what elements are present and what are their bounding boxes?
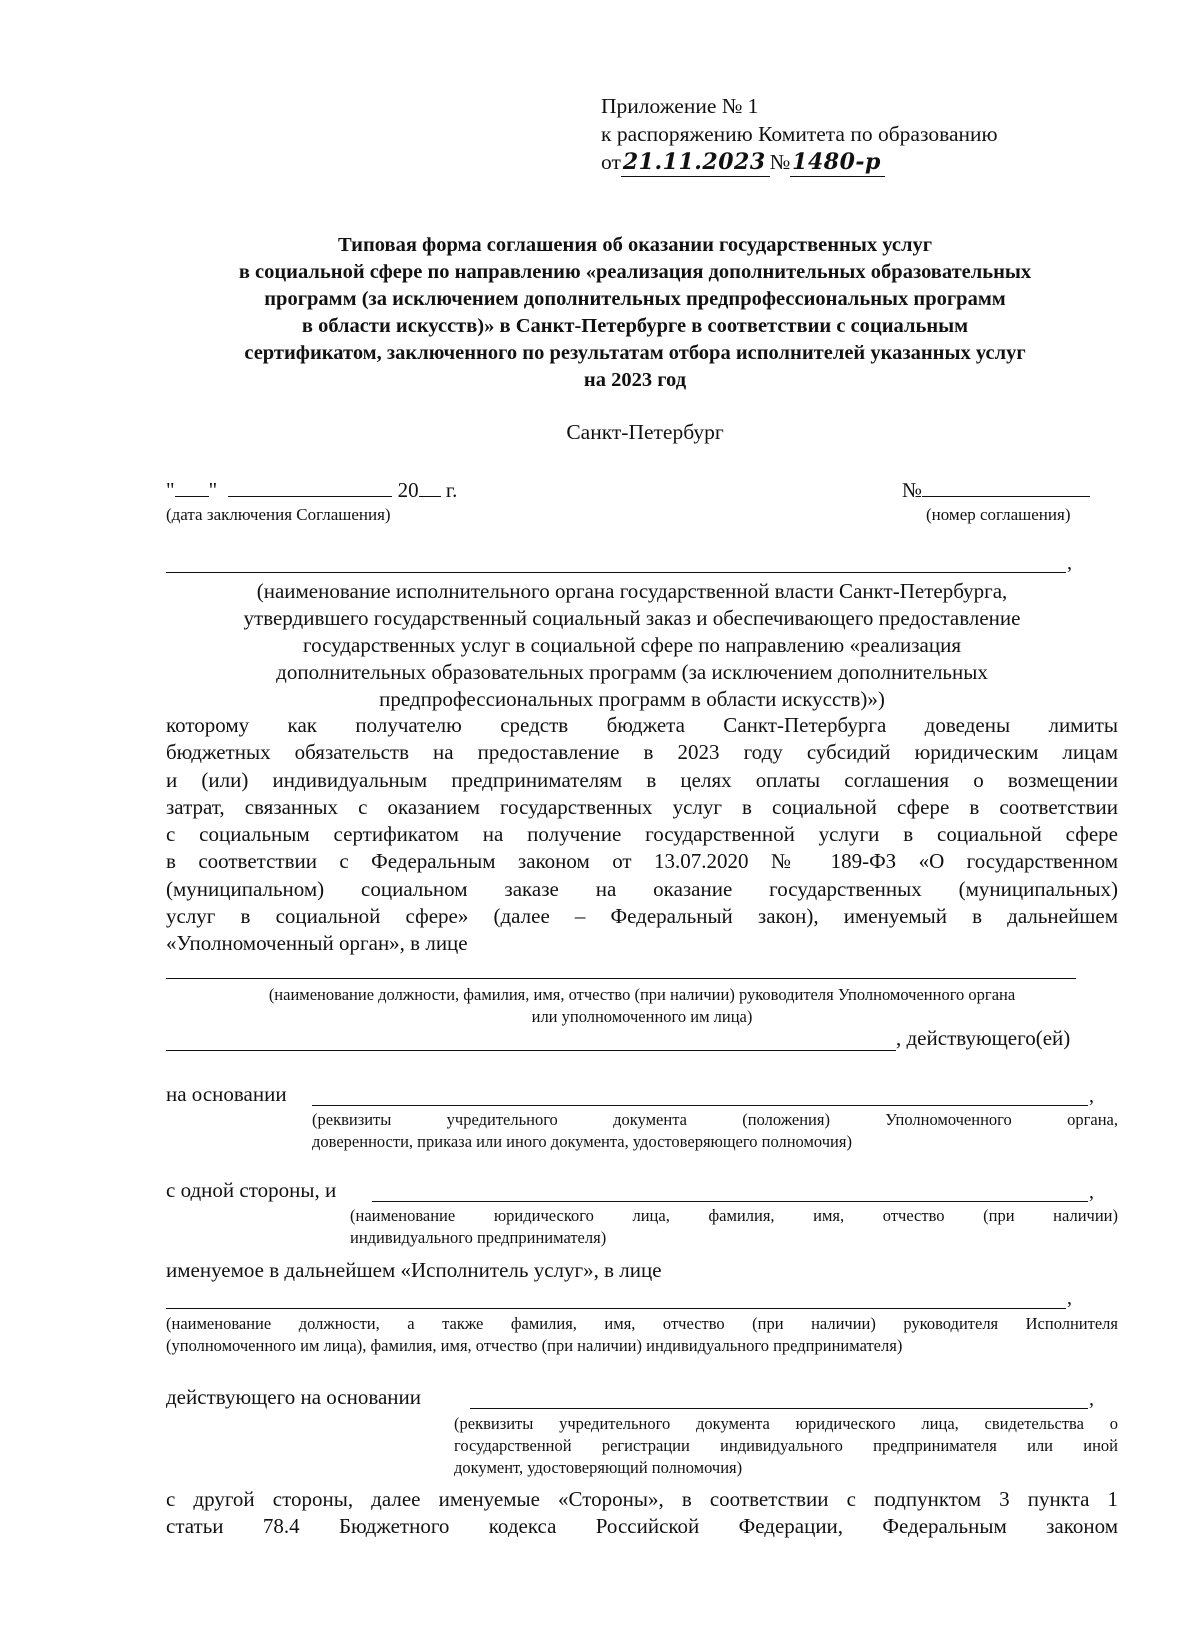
attachment-number: Приложение № 1 [601, 94, 759, 118]
caption-line: (реквизиты учредительного документа юридического лица, свидетельства о [454, 1414, 1118, 1433]
comma: , [1067, 1287, 1072, 1309]
number-caption: (номер соглашения) [926, 505, 1071, 524]
caption-line: (реквизиты учредительного документа (положения) Уполномоченного органа, [312, 1110, 1118, 1129]
comma: , [1089, 1181, 1094, 1203]
caption-line: (наименование исполнительного органа государственной власти Санкт-Петербурга, [256, 579, 1008, 603]
caption-line: дополнительных образовательных программ (за исключением дополнительных [276, 660, 988, 684]
year-blank [419, 478, 441, 497]
paragraph-line: и (или) индивидуальным предпринимателям в целях оплаты соглашения о возмещении [166, 767, 1118, 792]
handwritten-number: 1480-р [790, 148, 885, 177]
number-sign: № [769, 150, 791, 174]
number-blank [922, 478, 1090, 497]
number-field [902, 478, 1090, 503]
acting-label: , действующего(ей) [896, 1026, 1071, 1050]
basis-blank [312, 1105, 1088, 1106]
caption-line: (наименование должности, а также фамилия, имя, отчество (при наличии) руководителя Исполнителя [166, 1314, 1118, 1333]
executor-named: именуемое в дальнейшем «Исполнитель услуг», в лице [166, 1258, 662, 1282]
date-caption: (дата заключения Соглашения) [166, 505, 391, 524]
title-line: на 2023 год [583, 369, 687, 391]
year-prefix: 20 [397, 478, 419, 502]
one-side-label: с одной стороны, и [166, 1178, 337, 1202]
caption-line: индивидуального предпринимателя) [350, 1228, 607, 1247]
head-blank-2 [166, 1050, 896, 1051]
caption-line: (наименование должности, фамилия, имя, отчество (при наличии) руководителя Уполномоченного органа [268, 985, 1016, 1004]
basis-caption [312, 1109, 1118, 1153]
paragraph-line: «Уполномоченный орган», в лице [166, 931, 468, 956]
caption-line: утвердившего государственный социальный заказ и обеспечивающего предоставление [243, 606, 1021, 630]
executor-caption [350, 1205, 1118, 1249]
authority-caption [166, 578, 1098, 713]
paragraph-line: затрат, связанных с оказанием государственных услуг в социальной сфере в соответствии [166, 794, 1118, 819]
basis-label: на основании [166, 1082, 287, 1106]
acting-basis-caption [454, 1413, 1118, 1479]
attachment-date-line [601, 148, 998, 177]
day-blank [175, 478, 209, 497]
paragraph-line: с другой стороны, далее именуемые «Стороны», в соответствии с подпунктом 3 пункта 1 [166, 1487, 1118, 1511]
caption-line: государственной регистрации индивидуального предпринимателя или иной [454, 1436, 1118, 1455]
caption-line: (наименование юридического лица, фамилия, имя, отчество (при наличии) [350, 1206, 1118, 1225]
title-line: программ (за исключением дополнительных предпрофессиональных программ [264, 288, 1006, 310]
title-line: в области искусств)» в Санкт-Петербурге в соответствии с социальным [301, 315, 969, 337]
caption-line: (уполномоченного им лица), фамилия, имя, отчество (при наличии) индивидуального предпринимателя) [166, 1336, 903, 1355]
authority-blank [166, 572, 1066, 573]
paragraph-line: (муниципальном) социальном заказе на оказание государственных (муниципальных) [166, 876, 1118, 901]
paragraph-line: с социальным сертификатом на получение государственной услуги в социальной сфере [166, 822, 1118, 847]
executor-head-caption [166, 1313, 1118, 1357]
paragraph-line: услуг в социальной сфере» (далее – Федеральный закон), именуемый в дальнейшем [166, 904, 1118, 929]
quote-close: " [208, 478, 218, 502]
head-blank [166, 978, 1076, 979]
number-sign: № [902, 478, 923, 502]
ot-label: от [601, 150, 621, 174]
title-line: Типовая форма соглашения об оказании государственных услуг [337, 234, 933, 256]
date-field [166, 478, 457, 503]
head-caption [166, 984, 1118, 1028]
paragraph-line: которому как получателю средств бюджета Санкт-Петербурга доведены лимиты [166, 713, 1118, 737]
handwritten-date: 21.11.2023 [621, 148, 770, 177]
executor-blank [372, 1201, 1088, 1202]
caption-line: государственных услуг в социальной сфере по направлению «реализация [302, 633, 961, 657]
attachment-reference: к распоряжению Комитета по образованию [601, 122, 998, 146]
caption-line: предпрофессиональных программ в области искусств)») [379, 687, 885, 711]
month-blank [228, 478, 392, 497]
city: Санкт-Петербург [566, 420, 724, 444]
comma: , [1089, 1388, 1094, 1410]
comma: , [1067, 552, 1072, 574]
paragraph-line: статьи 78.4 Бюджетного кодекса Российской Федерации, Федеральным законом [166, 1514, 1118, 1539]
comma: , [1089, 1085, 1094, 1107]
acting-basis-label: действующего на основании [166, 1385, 422, 1409]
title-line: сертификатом, заключенного по результатам отбора исполнителей указанных услуг [244, 342, 1026, 364]
quote-open: " [166, 478, 175, 502]
paragraph-line: бюджетных обязательств на предоставление в 2023 году субсидий юридическим лицам [166, 740, 1118, 765]
caption-line: документ, удостоверяющий полномочия) [454, 1458, 743, 1477]
year-suffix: г. [445, 478, 458, 502]
closing-paragraph [166, 1486, 1118, 1541]
caption-line: или уполномоченного им лица) [531, 1007, 753, 1026]
acting-basis-blank [470, 1408, 1088, 1409]
document-title [150, 232, 1120, 394]
paragraph-line: в соответствии с Федеральным законом от 13.07.2020 № 189-ФЗ «О государственном [166, 849, 1118, 874]
title-line: в социальной сфере по направлению «реализация дополнительных образовательных [238, 261, 1032, 283]
caption-line: доверенности, приказа или иного документа, удостоверяющего полномочия) [312, 1132, 852, 1151]
body-paragraph [166, 712, 1118, 958]
attachment-header [601, 92, 998, 177]
executor-head-blank [166, 1308, 1066, 1309]
